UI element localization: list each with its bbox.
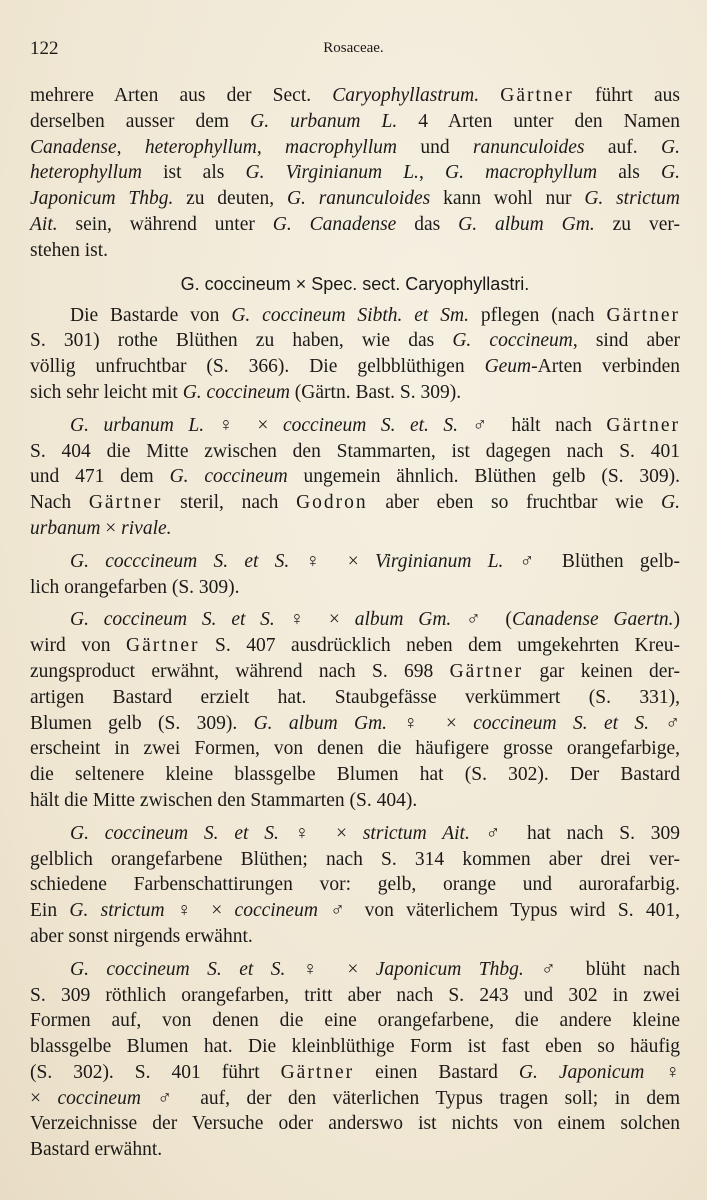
text-line [30, 413, 680, 439]
text-run: Formen auf, von denen die eine orangefarbene, die andere kleine [30, 1010, 680, 1032]
italic-taxon-name: Geum [484, 356, 532, 378]
text-line [30, 788, 680, 814]
text-run: die seltenere kleine blassgelbe Blumen hat (S. 302). Der Bastard [30, 764, 680, 786]
text-run: × [100, 517, 122, 539]
text-run: (S. 302). S. 401 führt [30, 1061, 281, 1083]
italic-taxon-name: G. strictum [584, 188, 681, 210]
italic-taxon-name: G. coccineum [169, 466, 288, 488]
text-run: und 471 dem [30, 466, 170, 488]
italic-taxon-name: Canadense Gaertn. [511, 609, 674, 631]
section-heading: G. coccineum × Spec. sect. Caryophyllastri. [180, 273, 530, 294]
spaced-author-name: Gärtner [606, 304, 680, 326]
italic-taxon-name: G. album Gm. [253, 712, 388, 734]
spaced-author-name: Gärtner [500, 85, 574, 106]
text-run: , [116, 136, 145, 158]
text-line [30, 212, 680, 238]
text-run: steril, nach [162, 492, 297, 514]
italic-taxon-name: Japonicum Thbg. [375, 958, 524, 980]
text-line [30, 1034, 680, 1060]
text-line [30, 983, 680, 1009]
text-run: ♀ × [289, 550, 376, 572]
italic-taxon-name: coccineum S. et. S. [282, 414, 459, 436]
text-line [30, 1008, 680, 1034]
text-line [30, 872, 680, 898]
italic-taxon-name: G. coccineum S. et S. [70, 822, 279, 844]
text-run: schiedene Farbenschattirungen vor: gelb, orange und aurorafarbig. [30, 874, 680, 896]
text-run: Nach [30, 492, 89, 514]
text-run: völlig unfruchtbar (S. 366). Die gelbblüthigen [30, 356, 485, 378]
text-line [30, 464, 680, 490]
italic-taxon-name: G. Japonicum [518, 1061, 645, 1083]
italic-taxon-name: G. strictum [69, 900, 165, 922]
text-run: hält die Mitte zwischen den Stammarten (S. 404). [30, 789, 418, 811]
running-title: Rosaceae. [323, 40, 384, 56]
text-run: ♂ hält nach [458, 414, 607, 436]
text-run: ♂ ( [451, 609, 512, 631]
italic-taxon-name: G. urbanum L. [250, 110, 398, 132]
text-line [30, 898, 680, 924]
text-run: artigen Bastard erzielt hat. Staubgefässe verkümmert (S. 331), [30, 686, 680, 708]
text-line [30, 1086, 680, 1112]
text-line [30, 490, 680, 516]
italic-taxon-name: G. cocccineum S. et S. [70, 550, 290, 572]
text-run: führt aus [573, 85, 680, 106]
italic-taxon-name: strictum Ait. [362, 822, 470, 844]
paragraph [30, 957, 680, 1163]
text-line [30, 685, 680, 711]
text-line [30, 607, 680, 633]
text-line [30, 659, 680, 685]
italic-taxon-name: G. coccineum S. et S. [70, 958, 286, 980]
text-run: kann wohl nur [430, 188, 585, 210]
italic-taxon-name: G. coccineum Sibth. et Sm. [231, 304, 469, 326]
text-line [30, 711, 680, 737]
text-run: S. 407 ausdrücklich neben dem umgekehrten Kreu- [199, 635, 680, 657]
spaced-author-name: Gärtner [88, 492, 163, 514]
text-run: ♂ auf, der den väterlichen Typus tragen soll; in dem [140, 1087, 680, 1109]
text-line [30, 1060, 680, 1086]
italic-taxon-name: heterophyllum [30, 162, 142, 184]
paragraph [30, 413, 680, 542]
text-line [30, 1137, 680, 1163]
text-run: Ein [30, 900, 70, 922]
italic-taxon-name: G. coccineum S. et S. [70, 609, 275, 631]
italic-taxon-name: Virginianum L. [375, 550, 504, 572]
text-run: ♂ Blüthen gelb- [503, 550, 680, 572]
paragraph [30, 83, 680, 264]
italic-taxon-name: album Gm. [354, 609, 452, 631]
italic-taxon-name: G. [661, 162, 681, 184]
text-run: stehen ist. [30, 239, 108, 261]
text-run: , sind aber [572, 330, 681, 352]
text-run: gar keinen der- [523, 660, 680, 682]
text-line [30, 328, 680, 354]
text-run: das [396, 213, 459, 235]
text-run: Blumen gelb (S. 309). [30, 712, 254, 734]
text-run: zu ver- [594, 213, 680, 235]
spaced-author-name: Godron [296, 492, 368, 514]
text-run: derselben ausser dem [30, 110, 251, 132]
text-line [30, 957, 680, 983]
text-run: ungemein ähnlich. Blüthen gelb (S. 309). [287, 466, 680, 488]
text-line [30, 633, 680, 659]
text-line [30, 160, 680, 186]
text-line [30, 821, 680, 847]
text-run: sich sehr leicht mit [30, 381, 183, 403]
italic-taxon-name: Ait. [30, 213, 58, 235]
text-line [30, 238, 680, 264]
italic-taxon-name: G. [661, 136, 680, 158]
text-run: ♂ von väterlichem Typus wird S. 401, [317, 900, 681, 922]
text-line [30, 380, 680, 406]
text-run: 4 Arten unter den Namen [397, 110, 680, 132]
paragraph [30, 607, 680, 813]
italic-taxon-name: G. Virginianum L. [245, 162, 419, 184]
text-run: S. 309 röthlich orangefarben, tritt aber nach S. 243 und 302 in zwei [30, 984, 680, 1006]
italic-taxon-name: G. coccineum [452, 330, 573, 352]
page-body [30, 83, 680, 1170]
italic-taxon-name: coccineum [57, 1087, 141, 1109]
text-run: ♀ × [164, 900, 235, 922]
italic-taxon-name: macrophyllum [285, 136, 397, 158]
text-line [30, 354, 680, 380]
text-run: auf. [584, 136, 662, 158]
text-run: pflegen (nach [468, 304, 607, 326]
text-run: und [396, 136, 473, 158]
text-run: ) [673, 609, 681, 631]
spaced-author-name: Gärtner [125, 635, 200, 657]
text-line [30, 549, 680, 575]
paragraph [30, 303, 680, 406]
text-run: als [597, 162, 662, 184]
text-run: mehrere Arten aus der Sect. [30, 85, 333, 106]
text-run: (Gärtn. Bast. S. 309). [289, 381, 462, 403]
text-run: ♀ [644, 1061, 680, 1083]
italic-taxon-name: G. album Gm. [458, 213, 595, 235]
text-line [30, 83, 680, 109]
text-run: aber eben so fruchtbar wie [367, 492, 662, 514]
text-run: sein, während unter [57, 213, 273, 235]
text-run: wird von [30, 635, 126, 657]
text-run: -Arten verbinden [531, 356, 680, 378]
italic-taxon-name: Japonicum Thbg. [30, 188, 174, 210]
italic-taxon-name: Caryophyllastrum. [332, 85, 480, 106]
text-line [30, 516, 680, 542]
paragraph [30, 549, 680, 601]
page-header [30, 38, 677, 62]
italic-taxon-name: G. ranunculoides [286, 188, 431, 210]
text-run: ♀ × [387, 712, 474, 734]
text-run: ♂ blüht nach [523, 958, 681, 980]
italic-taxon-name: G. Canadense [272, 213, 397, 235]
text-run: ♀ × [278, 822, 363, 844]
text-run: lich orangefarben (S. 309). [30, 576, 240, 598]
text-run: zu deuten, [173, 188, 287, 210]
text-line [30, 575, 680, 601]
text-run: Die Bastarde von [70, 304, 232, 326]
page-number: 122 [30, 38, 59, 59]
italic-taxon-name: heterophyllum [144, 136, 257, 158]
italic-taxon-name: urbanum [30, 517, 101, 539]
italic-taxon-name: G. [661, 492, 680, 514]
text-run: einen Bastard [354, 1061, 519, 1083]
italic-taxon-name: Canadense [30, 136, 117, 158]
text-run: gelblich orangefarbene Blüthen; nach S. 314 kommen aber drei ver- [30, 848, 680, 870]
text-run: aber sonst nirgends erwähnt. [30, 925, 253, 947]
spaced-author-name: Gärtner [449, 660, 524, 682]
italic-taxon-name: coccineum S. et S. [473, 712, 650, 734]
text-line [30, 439, 680, 465]
paragraph [30, 821, 680, 950]
text-line [30, 924, 680, 950]
text-run: S. 404 die Mitte zwischen den Stammarten, ist dagegen nach S. 401 [30, 440, 680, 462]
text-line [30, 1111, 680, 1137]
italic-taxon-name: G. urbanum L. [70, 414, 205, 436]
text-run: zungsproduct erwähnt, während nach S. 698 [30, 660, 450, 682]
text-line [30, 186, 680, 212]
text-line [30, 762, 680, 788]
text-run: ♀ × [285, 958, 376, 980]
spaced-author-name: Gärtner [280, 1061, 355, 1083]
text-run: , [418, 162, 445, 184]
italic-taxon-name: rivale. [121, 517, 172, 539]
italic-taxon-name: ranunculoides [472, 136, 585, 158]
text-run: blassgelbe Blumen hat. Die kleinblüthige Form ist fast eben so häufig [30, 1036, 680, 1058]
text-run: , [256, 136, 286, 158]
text-run: ist als [141, 162, 246, 184]
text-run: ♀ × [274, 609, 355, 631]
text-run: ♀ × [204, 414, 283, 436]
text-run: ♂ [649, 712, 681, 734]
text-line [30, 135, 680, 161]
text-run: Verzeichnisse der Versuche oder anderswo ist nichts von einem solchen [30, 1113, 680, 1135]
italic-taxon-name: G. coccineum [182, 381, 290, 403]
text-run: Bastard erwähnt. [30, 1139, 163, 1161]
spaced-author-name: Gärtner [606, 414, 680, 436]
text-run: ♂ hat nach S. 309 [469, 822, 681, 844]
text-line [30, 303, 680, 329]
text-run: S. 301) rothe Blüthen zu haben, wie das [30, 330, 453, 352]
italic-taxon-name: coccineum [234, 900, 318, 922]
text-line [30, 847, 680, 873]
text-run: × [30, 1087, 58, 1109]
text-run [479, 85, 500, 106]
text-line [30, 109, 680, 135]
text-line [30, 736, 680, 762]
italic-taxon-name: G. macrophyllum [444, 162, 598, 184]
text-run: erscheint in zwei Formen, von denen die häufigere grosse orangefarbige, [30, 738, 680, 760]
